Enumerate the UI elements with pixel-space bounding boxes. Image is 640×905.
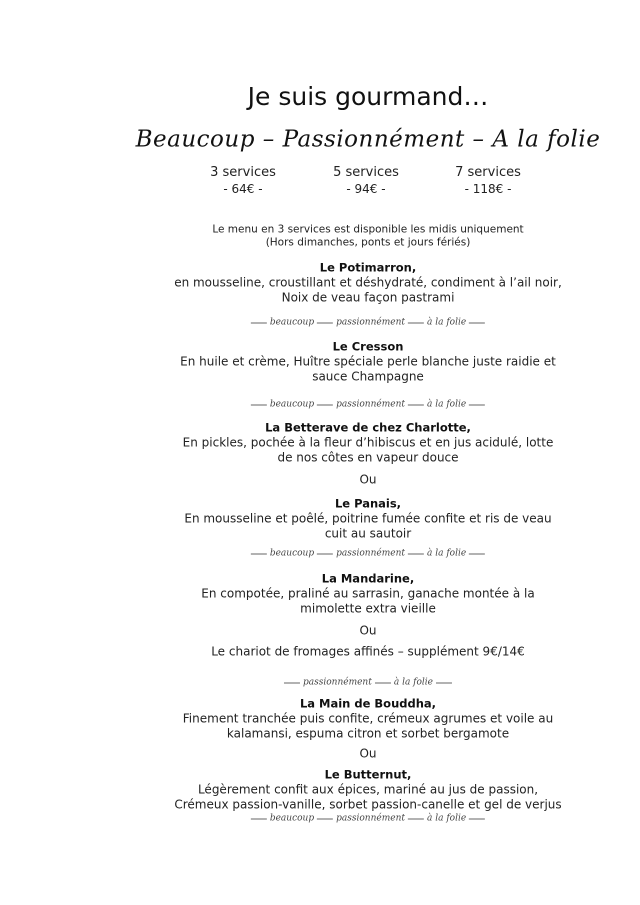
- dish-name: Le Panais,: [334, 496, 402, 511]
- tagline: Beaucoup – Passionnément – A la folie: [135, 126, 601, 153]
- dish-description: En huile et crème, Huître spéciale perle blanche juste raidie et: [180, 354, 556, 369]
- dish-name: La Betterave de chez Charlotte,: [265, 420, 471, 435]
- or-separator: Ou: [359, 746, 377, 761]
- dish-name: Le Butternut,: [324, 767, 412, 782]
- divider-ornament: beaucoup passionnément à la folie: [251, 316, 485, 331]
- dish-name: La Mandarine,: [321, 571, 415, 586]
- service-label: 7 services: [455, 165, 521, 180]
- dish-description: kalamansi, espuma citron et sorbet bergamote: [226, 726, 510, 741]
- or-separator: Ou: [359, 472, 377, 487]
- dish-description: Crémeux passion-vanille, sorbet passion-canelle et gel de verjus: [174, 797, 562, 812]
- dish-description: Noix de veau façon pastrami: [281, 290, 455, 305]
- service-label: 3 services: [210, 165, 276, 180]
- service-price: - 94€ -: [346, 182, 386, 196]
- service-option-3: [210, 165, 276, 197]
- dish-description: En mousseline et poêlé, poitrine fumée confite et ris de veau: [184, 511, 552, 526]
- dish-name: Le Potimarron,: [319, 260, 417, 275]
- service-label: 5 services: [333, 165, 399, 180]
- dish-description: sauce Champagne: [312, 369, 424, 384]
- service-price: - 64€ -: [223, 182, 263, 196]
- dish-description: de nos côtes en vapeur douce: [277, 450, 459, 465]
- cheese-option: Le chariot de fromages affinés – supplément 9€/14€: [211, 644, 525, 659]
- dish-description: en mousseline, croustillant et déshydraté, condiment à l’ail noir,: [174, 275, 562, 290]
- dish-description: mimolette extra vieille: [300, 601, 436, 616]
- or-separator: Ou: [359, 623, 377, 638]
- dish-name: La Main de Bouddha,: [299, 696, 437, 711]
- dish-name: Le Cresson: [332, 339, 404, 354]
- page-title: Je suis gourmand…: [247, 82, 489, 111]
- dish-description: cuit au sautoir: [324, 526, 412, 541]
- dish-description: Légèrement confit aux épices, mariné au jus de passion,: [197, 782, 539, 797]
- divider-ornament: beaucoup passionnément à la folie: [251, 398, 485, 413]
- divider-ornament: beaucoup passionnément à la folie: [251, 812, 485, 827]
- service-price: - 118€ -: [464, 182, 512, 196]
- divider-ornament: passionnément à la folie: [284, 676, 452, 691]
- menu-note: Le menu en 3 services est disponible les midis uniquement: [212, 223, 524, 236]
- divider-ornament: beaucoup passionnément à la folie: [251, 547, 485, 562]
- dish-description: En compotée, praliné au sarrasin, ganache montée à la: [201, 586, 535, 601]
- dish-description: Finement tranchée puis confite, crémeux agrumes et voile au: [182, 711, 554, 726]
- service-option-5: [333, 165, 399, 197]
- dish-description: En pickles, pochée à la fleur d’hibiscus et en jus acidulé, lotte: [182, 435, 554, 450]
- service-option-7: [455, 165, 521, 197]
- menu-note: (Hors dimanches, ponts et jours fériés): [265, 236, 471, 249]
